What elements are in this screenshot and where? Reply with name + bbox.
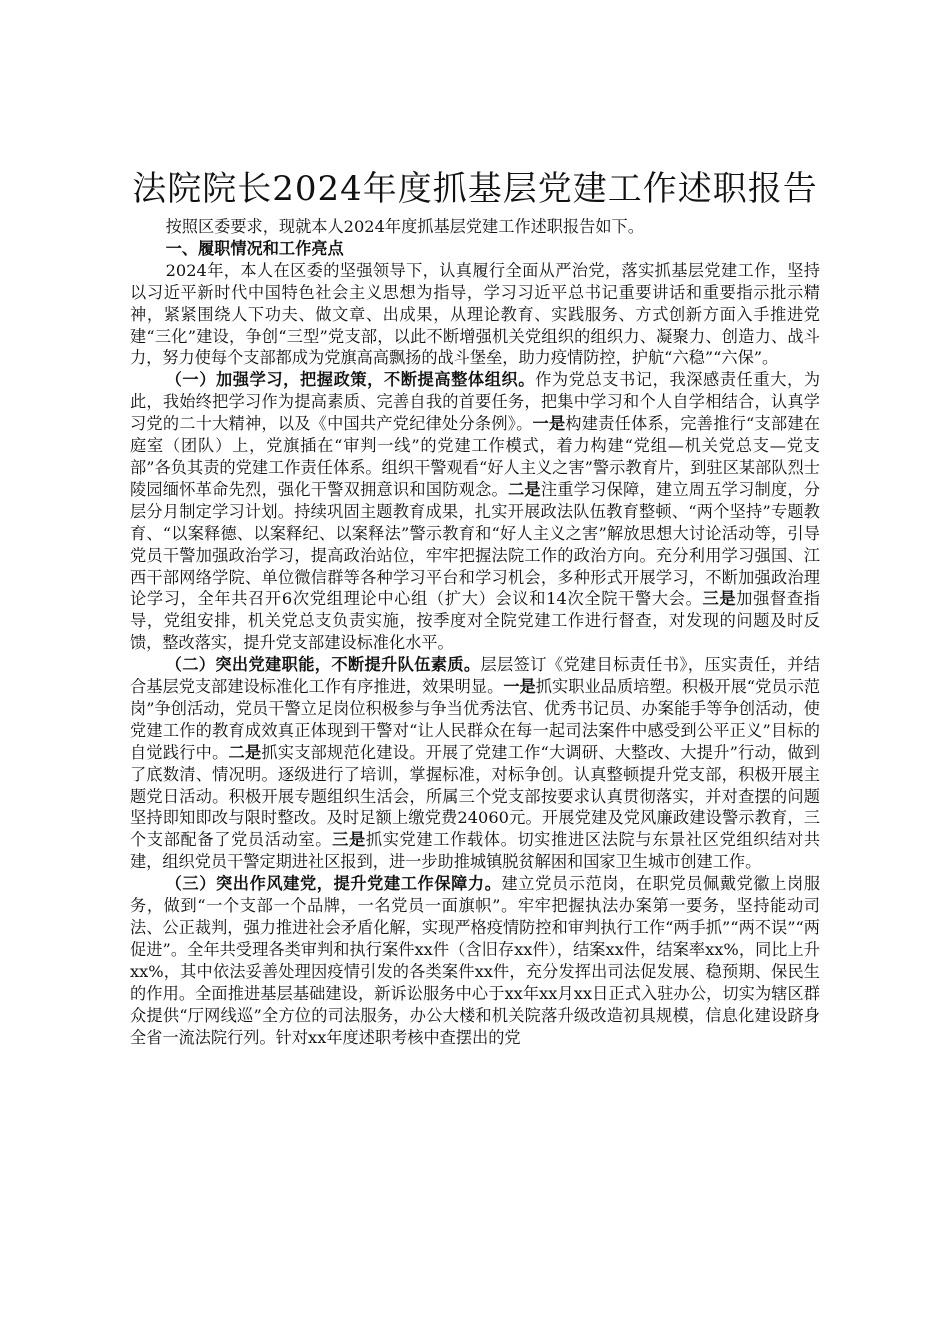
keyword-first: 一是 xyxy=(503,677,536,697)
paragraph-text: 层层签订《党建目标责任书》，压实责任，并结合基层党支部建设标准化工作有序推进，效果明显。 xyxy=(130,655,820,697)
keyword-second: 二是 xyxy=(228,742,262,762)
paragraph-text: 构建责任体系，完善推行“支部建在庭室（团队）上，党旗插在“审判一线”的党建工作模式，着力构建“党组—机关党总支—党支部”各负其责的党建工作责任体系。组织干警观看“好人主义之害”警示教育片，到驻区某部队烈士陵园缅怀革命先烈，强化干警双拥意识和国防观念。 xyxy=(130,414,821,499)
keyword-third: 三是 xyxy=(332,830,366,850)
subsection-heading: （一）加强学习，把握政策，不断提高整体组织。 xyxy=(165,370,536,390)
document-title: 法院院长2024年度抓基层党建工作述职报告 xyxy=(132,169,818,209)
paragraph-text: 作为党总支书记，我深感责任重大，为此，我始终把学习作为提高素质、完善自我的首要任务，把集中学习和个人自学相结合，认真学习党的二十大精神，以及《中国共产党纪律处分条例》。 xyxy=(130,370,821,434)
subsection-heading: （三）突出作风建党，提升党建工作保障力。 xyxy=(165,874,502,894)
paragraph-text: 注重学习保障，建立周五学习制度，分层分月制定学习计划。持续巩固主题教育成果，扎实开展政法队伍教育整顿、“两个坚持”专题教育、“以案释德、以案释纪、以案释法”警示教育和“好人主义之害”解放思想大讨论活动等，引导党员干警加强政治学习，提高政治站位，牢牢把握法院工作的政治方向。充分利用学习强国、江西干部网络学院、单位微信群等各种学习平台和学习机会，多种形式开展学习，不断加强政治理论学习，全年共召开6次党组理论中心组（扩大）会议和14次全院干警大会。 xyxy=(130,479,821,609)
body-paragraph-1: 2024年，本人在区委的坚强领导下，认真履行全面从严治党，落实抓基层党建工作，坚持以习近平新时代中国特色社会主义思想为指导，学习习近平总书记重要讲话和重要指示批示精神，紧紧围绕人下功夫、做文章、出成果，从理论教育、实践服务、方式创新方面入手推进党建“三化”建设，争创“三型”党支部，以此不断增强机关党组织的组织力、凝聚力、创造力、战斗力，努力使每个支部都成为党旗高高飘扬的战斗堡垒，助力疫情防控，护航“六稳”“六保”。 xyxy=(130,260,820,368)
intro-paragraph: 按照区委要求，现就本人2024年度抓基层党建工作述职报告如下。 xyxy=(165,217,644,236)
body-paragraph-3 xyxy=(130,654,820,873)
paragraph-text: 抓实党建工作载体。切实推进区法院与东景社区党组织结对共建，组织党员干警定期进社区报到，进一步助推城镇脱贫解困和国家卫生城市创建工作。 xyxy=(130,830,821,872)
subsection-heading: （二）突出党建职能，不断提升队伍素质。 xyxy=(165,655,481,675)
keyword-first: 一是 xyxy=(532,414,566,434)
keyword-third: 三是 xyxy=(702,589,737,609)
body-paragraph-4 xyxy=(130,873,820,1048)
paragraph-text: 加强督查指导，党组安排，机关党总支负责实施，按季度对全院党建工作进行督查，对发现的问题及时反馈，整改落实，提升党支部建设标准化水平。 xyxy=(130,589,820,653)
body-paragraph-2 xyxy=(130,369,820,654)
section-heading: 一、履职情况和工作亮点 xyxy=(165,238,344,258)
paragraph-text: 抓实职业品质培塑。积极开展“党员示范岗”争创活动，党员干警立足岗位积极参与争当优秀法官、优秀书记员、办案能手等争创活动，使党建工作的教育成效真正体现到干警对“让人民群众在每一起司法案件中感受到公平正义”目标的自觉践行中。 xyxy=(130,677,821,762)
keyword-second: 二是 xyxy=(508,479,541,499)
paragraph-text: 建立党员示范岗，在职党员佩戴党徽上岗服务，做到“一个支部一个品牌，一名党员一面旗帜”。牢牢把握执法办案第一要务，坚持能动司法、公正裁判，强力推进社会矛盾化解，实现严格疫情防控和审判执行工作“两手抓”“两不误”“两促进”。全年共受理各类审判和执行案件xx件（含旧存xx件），结案xx件，结案率xx%，同比上升xx%，其中依法妥善处理因疫情引发的各类案件xx件，充分发挥出司法促发展、稳预期、保民生的作用。全面推进基层基础建设，新诉讼服务中心于xx年xx月xx日正式入驻办公，切实为辖区群众提供“厅网线巡”全方位的司法服务，办公大楼和机关院落升级改造初具规模，信息化建设跻身全省一流法院行列。针对xx年度述职考核中查摆出的党 xyxy=(130,874,821,1047)
paragraph-text: 抓实支部规范化建设。开展了党建工作“大调研、大整改、大提升”行动，做到了底数清、情况明。逐级进行了培训，掌握标准，对标争创。认真整顿提升党支部，积极开展主题党日活动。积极开展专题组织生活会，所属三个党支部按要求认真贯彻落实，并对查摆的问题坚持即知即改与限时整改。及时足额上缴党费24060元。开展党建及党风廉政建设警示教育，三个支部配备了党员活动室。 xyxy=(130,742,821,850)
document-page xyxy=(130,162,820,1048)
